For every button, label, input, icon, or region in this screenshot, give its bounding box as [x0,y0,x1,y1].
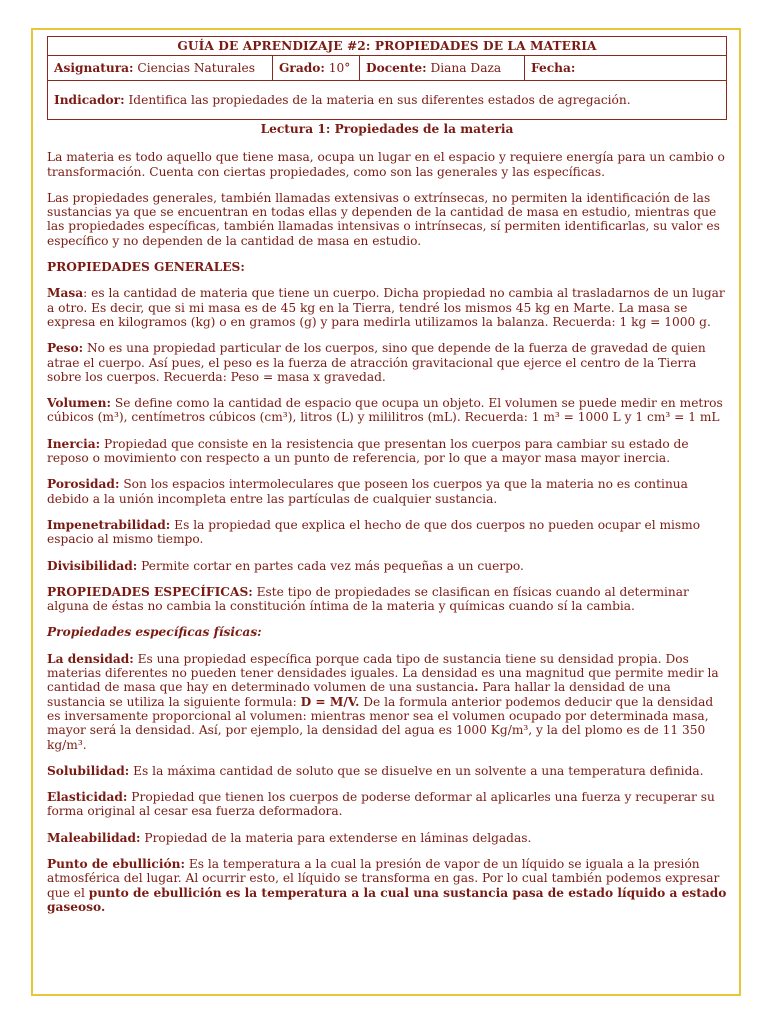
property-term: Volumen: [47,396,111,411]
physical-properties-heading: Propiedades específicas físicas: [47,625,262,640]
teacher-value: Diana Daza [430,61,502,75]
property-term: Masa [47,286,84,301]
property-term: Porosidad: [47,477,120,492]
grade-cell [273,56,360,81]
property-text: Propiedad que consiste en la resistencia que presentan los cuerpos para cambiar su estado de reposo o movimiento con respecto a un punto de referencia, por lo que a mayor masa mayor inercia. [47,436,689,466]
indicator-value: Identifica las propiedades de la materia en sus diferentes estados de agregación. [128,93,631,107]
property-text: Se define como la cantidad de espacio que ocupa un objeto. El volumen se puede medir en metros cúbicos (m³), centímetros cúbicos (cm³), litros (L) y mililitros (mL). Recuerda: 1 m³ = 1000 L y 1 cm³ = 1 mL [47,396,723,425]
reading-title: Lectura 1: Propiedades de la materia [260,122,514,136]
indicator-label: Indicador: [54,93,125,107]
guide-title: GUÍA DE APRENDIZAJE #2: PROPIEDADES DE LA MATERIA [48,37,727,56]
intro-paragraph-2: Las propiedades generales, también llamadas extensivas o extrínsecas, no permiten la identificación de las sustancias ya que se encuentran en todas ellas y dependen de la cantidad de masa en estudio, mientras que las propiedades específicas, también llamadas intensivas o intrínsecas, sí permiten identificarlas, su valor es específico y no dependen de la cantidad de masa en estudio. [47,190,720,248]
teacher-cell [360,56,525,81]
property-text: No es una propiedad particular de los cuerpos, sino que depende de la fuerza de gravedad de quien atrae el cuerpo. Así pues, el peso es la fuerza de atracción gravitacional que ejerce el centro de la Tierra sobre los cuerpos. Recuerda: Peso = masa x gravedad. [47,341,706,384]
property-term: Punto de ebullición: [47,856,185,871]
property-maleabilidad [47,831,727,845]
property-solubilidad [47,764,727,778]
specific-properties-text: Este tipo de propiedades se clasifican en físicas cuando al determinar alguna de éstas no cambia la constitución íntima de la materia y químicas cuando sí la cambia. [47,584,689,614]
property-term: Elasticidad: [47,790,128,805]
property-text: De la formula anterior podemos deducir que la densidad es inversamente proporcional al volumen: mientras menor sea el volumen ocupado por determinada masa, mayor será la densidad. Así, por ejemplo, la densidad del agua es 1000 Kg/m³, y la del plomo es de 11 350 kg/m³. [47,694,714,752]
property-densidad [47,652,727,752]
property-punto-ebullicion [47,857,727,914]
date-label: Fecha: [531,61,576,75]
header-table [47,36,727,120]
property-term: Peso: [47,341,84,356]
boiling-definition-bold: punto de ebullición es la temperatura a la cual una sustancia pasa de estado líquido a estado gaseoso. [47,885,727,914]
subject-cell [48,56,273,81]
worksheet-page [31,28,741,996]
property-porosidad [47,477,727,506]
grade-value: 10° [328,61,351,75]
property-text: Es la máxima cantidad de soluto que se disuelve en un solvente a una temperatura definida. [129,763,704,778]
teacher-label: Docente: [366,61,427,75]
date-cell [525,56,727,81]
property-term: Inercia: [47,436,101,451]
grade-label: Grado: [279,61,325,75]
property-text: Es la temperatura a la cual la presión de vapor de un líquido se iguala a la presión atmosférica del lugar. Al ocurrir esto, el líquido se transforma en gas. Por lo cual también podemos expresar que el [47,856,720,900]
reading-content [47,122,727,926]
property-text: : es la cantidad de materia que tiene un cuerpo. Dicha propiedad no cambia al trasladarnos de un lugar a otro. Es decir, que si mi masa es de 45 kg en la Tierra, tendré los mismos 45 kg en Marte. La masa se expresa en kilogramos (kg) o en gramos (g) y para medirla utilizamos la balanza. Recuerda: 1 kg = 1000 g. [47,286,725,329]
property-volumen [47,396,727,425]
property-text: Propiedad de la materia para extenderse en láminas delgadas. [140,830,532,845]
property-elasticidad [47,790,727,819]
property-text: Para hallar la densidad de una sustancia se utiliza la siguiente formula: [47,680,671,709]
property-term: Impenetrabilidad: [47,517,171,532]
density-formula: D = M/V. [300,694,360,709]
specific-properties-paragraph [47,585,727,614]
property-impenetrabilidad [47,518,727,547]
property-peso [47,341,727,384]
property-term: Solubilidad: [47,763,130,778]
intro-paragraph-1: La materia es todo aquello que tiene masa, ocupa un lugar en el espacio y requiere energía para un cambio o transformación. Cuenta con ciertas propiedades, como son las generales y las específicas. [47,150,725,179]
property-term: La densidad: [47,651,134,666]
property-term: Divisibilidad: [47,558,138,573]
property-term: Maleabilidad: [47,830,141,845]
property-text: Son los espacios intermoleculares que poseen los cuerpos ya que la materia no es continua debido a la unión incompleta entre las partículas de cualquier sustancia. [47,477,688,506]
specific-properties-heading: PROPIEDADES ESPECÍFICAS: [47,584,253,599]
indicator-cell [48,81,727,120]
property-text: Es una propiedad específica porque cada tipo de sustancia tiene su densidad propia. Dos materias diferentes no pueden tener densidades iguales. La densidad es una magnitud que permite medir la cantidad de masa que hay en determinado volumen de una sustancia [47,651,719,695]
property-inercia [47,437,727,466]
property-text: Permite cortar en partes cada vez más pequeñas a un cuerpo. [137,558,524,573]
property-text: Es la propiedad que explica el hecho de que dos cuerpos no pueden ocupar el mismo espacio al mismo tiempo. [47,517,701,547]
subject-label: Asignatura: [54,61,134,75]
property-masa [47,286,727,329]
property-text: Propiedad que tienen los cuerpos de poderse deformar al aplicarles una fuerza y recuperar su forma original al cesar esa fuerza deformadora. [47,790,715,819]
property-divisibilidad [47,559,727,573]
general-properties-heading: PROPIEDADES GENERALES: [47,260,245,275]
density-dot: . [474,680,479,695]
subject-value: Ciencias Naturales [137,61,255,75]
